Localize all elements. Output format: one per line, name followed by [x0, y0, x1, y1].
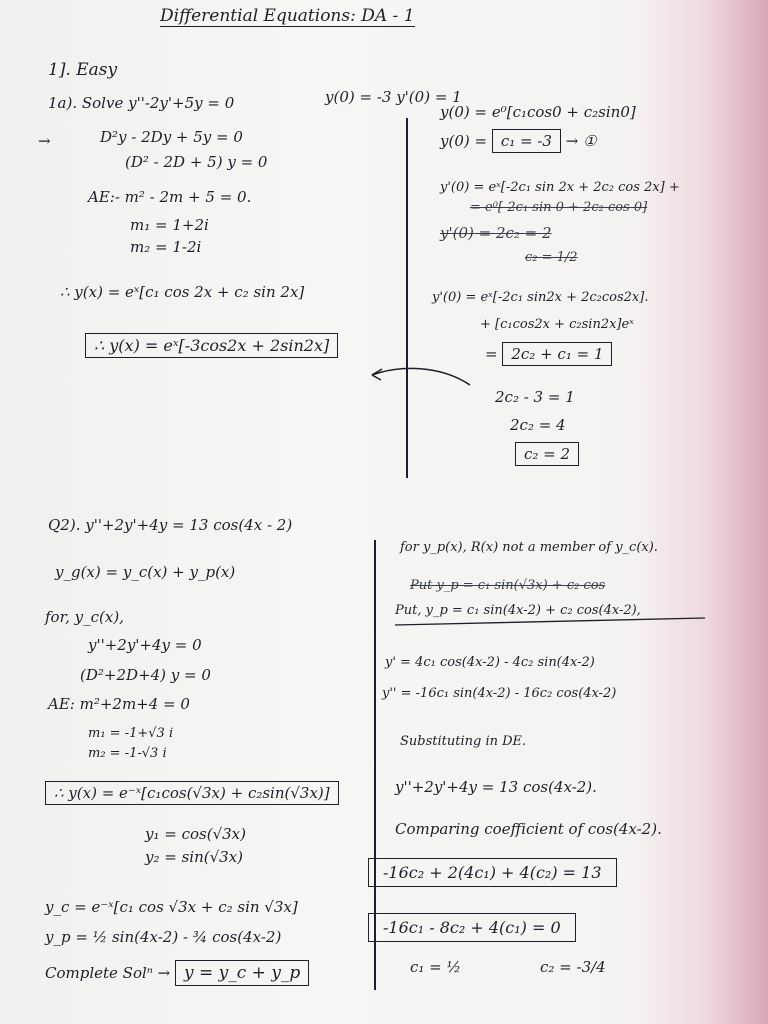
section-heading: 1]. Easy [48, 60, 118, 80]
step: y(0) = e⁰[c₁cos0 + c₂sin0] [440, 103, 636, 121]
step: (D²+2D+4) y = 0 [80, 666, 211, 684]
struck-step: y'(0) = 2c₂ = 2 [440, 224, 552, 242]
complete-solution: Complete Solⁿ → y = y_c + y_p [45, 963, 309, 983]
step: AE:- m² - 2m + 5 = 0. [88, 188, 252, 206]
step: 2c₂ = 4 [510, 416, 566, 434]
step: for y_p(x), R(x) not a member of y_c(x). [400, 540, 658, 555]
page-title: Differential Equations: DA - 1 [160, 6, 415, 26]
step: m₁ = 1+2i [130, 216, 209, 234]
step: y_g(x) = y_c(x) + y_p(x) [55, 563, 236, 581]
step: Comparing coefficient of cos(4x-2). [395, 820, 662, 838]
step: = 2c₂ + c₁ = 1 [485, 345, 612, 363]
step: (D² - 2D + 5) y = 0 [125, 153, 268, 171]
struck-step: = e⁰[-2c₁ sin 0 + 2c₂ cos 0] [470, 200, 648, 215]
step: y''+2y'+4y = 13 cos(4x-2). [395, 778, 597, 796]
c2-box: c₂ = 2 [515, 442, 579, 466]
equation-box-1: -16c₂ + 2(4c₁) + 4(c₂) = 13 [368, 858, 617, 887]
problem-2: Q2). y''+2y'+4y = 13 cos(4x - 2) [48, 516, 293, 534]
struck-step: c₂ = 1/2 [525, 250, 578, 265]
step: m₁ = -1+√3 i [88, 726, 174, 741]
step: 2c₂ - 3 = 1 [495, 388, 575, 406]
step: D²y - 2Dy + 5y = 0 [100, 128, 243, 146]
step: y'' = -16c₁ sin(4x-2) - 16c₂ cos(4x-2) [382, 686, 617, 701]
step: y' = 4c₁ cos(4x-2) - 4c₂ sin(4x-2) [385, 655, 595, 670]
initial-conditions: y(0) = -3 y'(0) = 1 [325, 88, 462, 106]
step: y'(0) = eˣ[-2c₁ sin 2x + 2c₂ cos 2x] + [440, 180, 680, 195]
step: y₁ = cos(√3x) [145, 825, 246, 843]
summary-yc: y_c = e⁻ˣ[c₁ cos √3x + c₂ sin √3x] [45, 898, 298, 916]
struck-step: Put y_p = c₁ sin(√3x) + c₂ cos [410, 578, 606, 593]
arrow-icon: → [38, 132, 51, 150]
step: y''+2y'+4y = 0 [88, 636, 202, 654]
problem-1a: 1a). Solve y''-2y'+5y = 0 [48, 94, 235, 112]
general-solution: ∴ y(x) = eˣ[c₁ cos 2x + c₂ sin 2x] [60, 283, 305, 301]
final-answer-box: ∴ y(x) = eˣ[-3cos2x + 2sin2x] [85, 333, 338, 358]
equation-box-2: -16c₁ - 8c₂ + 4(c₁) = 0 [368, 913, 576, 942]
step: m₂ = -1-√3 i [88, 746, 167, 761]
step: Put, y_p = c₁ sin(4x-2) + c₂ cos(4x-2), [395, 603, 641, 618]
step: Substituting in DE. [400, 734, 527, 749]
summary-yp: y_p = ½ sin(4x-2) - ¾ cos(4x-2) [45, 928, 282, 946]
yc-box: ∴ y(x) = e⁻ˣ[c₁cos(√3x) + c₂sin(√3x)] [45, 781, 339, 805]
step: m₂ = 1-2i [130, 238, 202, 256]
step: + [c₁cos2x + c₂sin2x]eˣ [480, 317, 634, 332]
step: y(0) = c₁ = -3 → ① [440, 132, 597, 150]
step: y₂ = sin(√3x) [145, 848, 244, 866]
step: for, y_c(x), [45, 608, 124, 626]
c1-value: c₁ = ½ [410, 958, 462, 976]
c2-value: c₂ = -3/4 [540, 958, 606, 976]
step: y'(0) = eˣ[-2c₁ sin2x + 2c₂cos2x]. [432, 290, 649, 305]
step: AE: m²+2m+4 = 0 [48, 695, 190, 713]
